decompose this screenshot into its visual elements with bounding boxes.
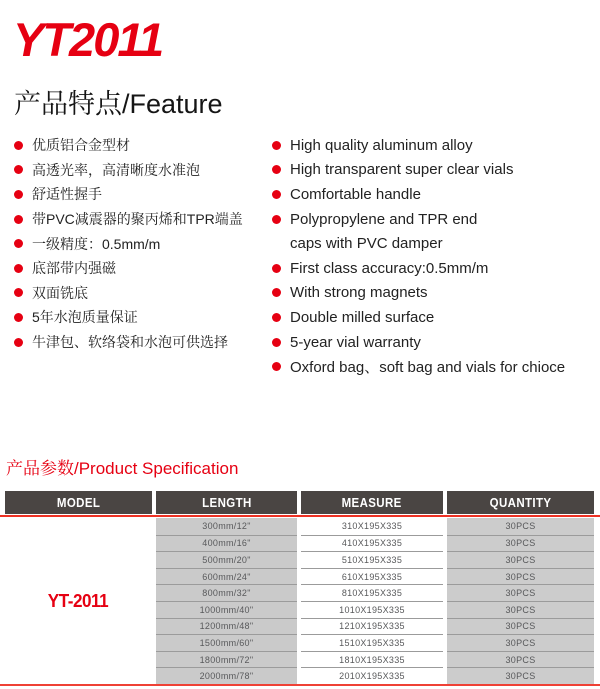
feature-item — [272, 133, 600, 158]
quantity-cell: 30PCS — [447, 667, 594, 684]
feature-list-chinese — [14, 133, 272, 379]
feature-item-continuation — [272, 231, 600, 256]
feature-item — [14, 305, 272, 330]
feature-section-heading: 产品特点/Feature — [14, 89, 223, 119]
feature-text: 双面铣底 — [32, 284, 88, 301]
column-header-model: MODEL — [5, 491, 152, 514]
feature-text: 高透光率，高清晰度水准泡 — [32, 161, 200, 178]
length-cell: 600mm/24" — [156, 568, 297, 585]
length-cell: 1800mm/72" — [156, 651, 297, 668]
feature-item — [272, 354, 600, 379]
measure-cell: 1810X195X335 — [301, 651, 443, 668]
measure-cell: 810X195X335 — [301, 584, 443, 601]
feature-item — [14, 158, 272, 183]
feature-text: caps with PVC damper — [290, 235, 443, 253]
column-header-measure: MEASURE — [301, 491, 443, 514]
measure-cell: 1210X195X335 — [301, 618, 443, 635]
measure-cell: 2010X195X335 — [301, 667, 443, 684]
quantity-cell: 30PCS — [447, 568, 594, 585]
bullet-icon — [14, 239, 23, 248]
feature-text: 带PVC减震器的聚丙烯和TPR端盖 — [32, 211, 243, 228]
feature-text: High quality aluminum alloy — [290, 136, 473, 154]
measure-cell: 510X195X335 — [301, 551, 443, 568]
feature-item — [14, 330, 272, 355]
length-cell: 300mm/12" — [156, 518, 297, 535]
feature-item — [272, 330, 600, 355]
spec-table — [0, 491, 600, 688]
bullet-icon — [14, 313, 23, 322]
feature-text: 底部带内强磁 — [32, 260, 116, 277]
spec-table-header — [0, 491, 600, 514]
feature-text: High transparent super clear vials — [290, 161, 514, 179]
quantity-cell: 30PCS — [447, 601, 594, 618]
feature-list-english — [272, 133, 600, 379]
bullet-icon — [272, 215, 281, 224]
bullet-icon — [272, 313, 281, 322]
feature-lists — [0, 133, 600, 379]
feature-text: 5年水泡质量保证 — [32, 309, 138, 326]
quantity-cell: 30PCS — [447, 584, 594, 601]
length-cell: 800mm/32" — [156, 584, 297, 601]
feature-item — [14, 281, 272, 306]
bullet-icon — [14, 264, 23, 273]
quantity-cell: 30PCS — [447, 518, 594, 535]
length-cell: 400mm/16" — [156, 535, 297, 552]
bullet-icon — [272, 264, 281, 273]
feature-text: Polypropylene and TPR end — [290, 210, 478, 228]
page-title: YT2011 — [13, 13, 163, 66]
length-cell: 1000mm/40" — [156, 601, 297, 618]
measure-cell: 310X195X335 — [301, 518, 443, 535]
quantity-cell: 30PCS — [447, 634, 594, 651]
measure-cell: 610X195X335 — [301, 568, 443, 585]
feature-item — [272, 281, 600, 306]
bullet-icon — [272, 165, 281, 174]
bullet-icon — [14, 215, 23, 224]
quantity-cell: 30PCS — [447, 651, 594, 668]
length-cell: 500mm/20" — [156, 551, 297, 568]
feature-text: Oxford bag、soft bag and vials for chioce — [290, 359, 566, 377]
length-cell: 1500mm/60" — [156, 634, 297, 651]
feature-item — [272, 182, 600, 207]
column-header-quantity: QUANTITY — [447, 491, 594, 514]
bullet-icon — [14, 165, 23, 174]
length-cell: 1200mm/48" — [156, 618, 297, 635]
feature-text: With strong magnets — [290, 284, 428, 302]
feature-text: 5-year vial warranty — [290, 333, 421, 351]
feature-text: 舒适性握手 — [32, 186, 102, 203]
bullet-icon — [272, 288, 281, 297]
feature-item — [14, 231, 272, 256]
feature-item — [14, 182, 272, 207]
feature-text: Comfortable handle — [290, 185, 421, 203]
bullet-icon — [14, 141, 23, 150]
length-cell: 2000mm/78" — [156, 667, 297, 684]
bullet-icon — [272, 338, 281, 347]
bullet-icon — [14, 338, 23, 347]
model-value: YT-2011 — [47, 590, 109, 611]
bullet-icon — [272, 141, 281, 150]
quantity-cell: 30PCS — [447, 618, 594, 635]
quantity-cell: 30PCS — [447, 551, 594, 568]
measure-cell: 410X195X335 — [301, 535, 443, 552]
feature-text: First class accuracy:0.5mm/m — [290, 259, 489, 277]
feature-text: 牛津包、软络袋和水泡可供选择 — [32, 334, 228, 351]
feature-text: 一级精度：0.5mm/m — [32, 235, 161, 252]
bullet-icon — [272, 190, 281, 199]
measure-cell: 1010X195X335 — [301, 601, 443, 618]
feature-item — [272, 256, 600, 281]
bullet-icon — [14, 190, 23, 199]
spec-section-heading: 产品参数/Product Specification — [6, 459, 239, 478]
feature-item — [14, 256, 272, 281]
bullet-icon — [14, 288, 23, 297]
feature-text: Double milled surface — [290, 308, 435, 326]
bullet-icon — [272, 362, 281, 371]
header-underline-rule — [0, 515, 600, 517]
feature-item — [272, 158, 600, 183]
measure-cell: 1510X195X335 — [301, 634, 443, 651]
feature-text: 优质铝合金型材 — [32, 137, 130, 154]
feature-item — [14, 133, 272, 158]
quantity-cell: 30PCS — [447, 535, 594, 552]
feature-item — [272, 305, 600, 330]
feature-item — [272, 207, 600, 232]
column-header-length: LENGTH — [156, 491, 297, 514]
feature-item — [14, 207, 272, 232]
table-bottom-rule — [0, 684, 600, 686]
